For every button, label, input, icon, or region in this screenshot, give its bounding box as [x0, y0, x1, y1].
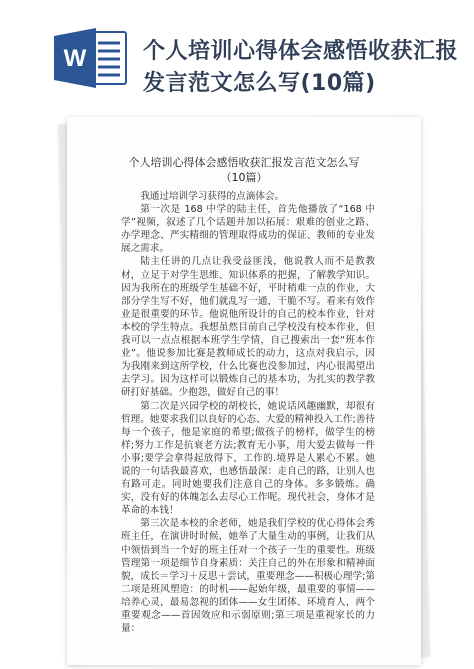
paragraph-4: 第二次是兴园学校的胡校长，她说话风趣幽默，却很有哲理。她要求我们以良好的心态、大爱的精神投入工作;善待每一个孩子，他是家庭的希望;做孩子的榜样，做学生的榜样;努力工作是抗衰老方法;教育无小事，用大爱去做每一件小事;要学会拿得起放得下，工作的.境界是人累心不累。她说的一句话我最喜欢，也感悟最深：走自己的路，让别人也有路可走。同时她要我们注意自己的身体。多多锻炼。确实，没有好的体魄怎么去尽心工作呢。现代社会，身体才是革命的本钱！ — [121, 400, 375, 517]
paragraph-2: 第一次是 168 中学的陆主任，首先他播放了“168 中学”视频，叙述了几个话题并加以拓展：艰难的创业之路、办学理念、严实精细的管理取得成功的保证、教师的专业发展之需求。 — [121, 204, 375, 255]
page-title: 个人培训心得体会感悟收获汇报发言范文怎么写(10篇) — [143, 39, 459, 96]
paragraph-5: 第三次是本校的余老师，她是我们学校的优心得体会秀班主任，在演讲时时候，她举了大量生动的事例，让我们从中领悟到当一个好的班主任对一个孩子一生的重要性。班级管理第一项是细节自身素质：关注自己的外在形象和精神面貌，成长＝学习＋反思＋尝试，重要理念——积极心理学;第二项是班风塑造：的时机——起始年级，最重要的事情——培养心灵，最易忽视的团体——女生团体、环境育人，两个重要观念——首因效应和示弱原则;第三项是重视家长的力量： — [121, 518, 375, 635]
document-body — [121, 190, 375, 635]
paragraph-3: 陆主任讲的几点让我受益匪浅，他说教人而不是教教材，立足于对学生思维、知识体系的把握，了解教学知识。因为我所在的班级学生基础不好，平时稍难一点的作业，大部分学生写不好，他们就乱写一通，干脆不写。看来有效作业是很重要的环节。他说他所设计的自己的校本作业，针对本校的学生特点。我想虽然目前自己学校没有校本作业，但我可以一点点根据本班学生学情，自己搜索出一套“班本作业”。他说参加比赛是教师成长的动力，这点对我启示，因为我刚来到这所学校，什么比赛也没参加过，内心很渴望出去学习。因为这样可以锻炼自己的基本功，为扎实的教学教研打好基础。少抱怨，做好自己的事！ — [121, 256, 375, 399]
header-banner — [0, 0, 474, 118]
paragraph-1: 我通过培训学习获得的点滴体会。 — [140, 191, 285, 202]
word-icon-letter: W — [63, 45, 87, 72]
document-page — [67, 117, 421, 665]
document-title: 个人培训心得体会感悟收获汇报发言范文怎么写（10篇） — [128, 156, 360, 184]
word-document-icon — [52, 28, 130, 88]
